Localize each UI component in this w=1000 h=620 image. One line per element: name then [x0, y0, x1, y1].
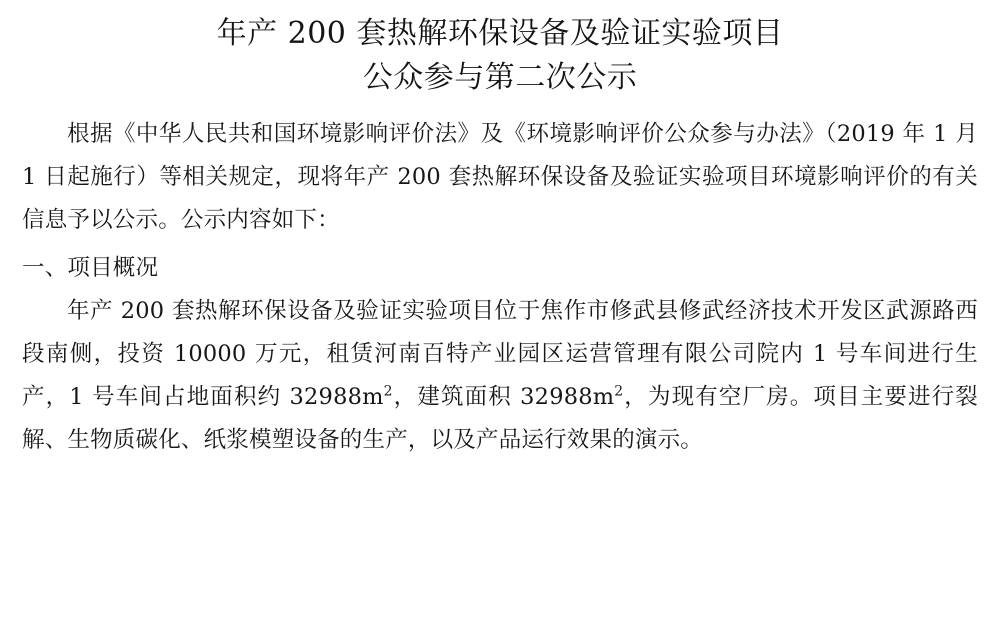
overview-text-part-3: ，为现有空厂房。项目主要进行裂解、生物质碳化、纸浆模塑设备的生产，以及产品运行效果的演示。	[22, 384, 978, 454]
section-heading-project-overview: 一、项目概况	[22, 254, 159, 281]
area-superscript-2: 2	[614, 383, 624, 400]
title-block	[22, 12, 978, 99]
page-title-line-2: 公众参与第二次公示	[362, 59, 638, 95]
page-title-line-1: 年产 200 套热解环保设备及验证实验项目	[216, 16, 784, 51]
project-overview-paragraph	[22, 290, 978, 463]
intro-paragraph: 根据《中华人民共和国环境影响评价法》及《环境影响评价公众参与办法》（2019 年 1 月 1 日起施行）等相关规定，现将年产 200 套热解环保设备及验证实验项目环境影响评价的有关信息予以公示。公示内容如下：	[22, 121, 978, 234]
area-superscript-1: 2	[383, 383, 393, 400]
overview-text-part-2: ，建筑面积 32988m	[392, 384, 615, 411]
overview-text-part-1: 年产 200 套热解环保设备及验证实验项目位于焦作市修武县修武经济技术开发区武源路西段南侧，投资 10000 万元，租赁河南百特产业园区运营管理有限公司院内 1 号车间进行生产，1 号车间占地面积约 32988m	[22, 297, 978, 411]
page-title	[22, 12, 978, 99]
